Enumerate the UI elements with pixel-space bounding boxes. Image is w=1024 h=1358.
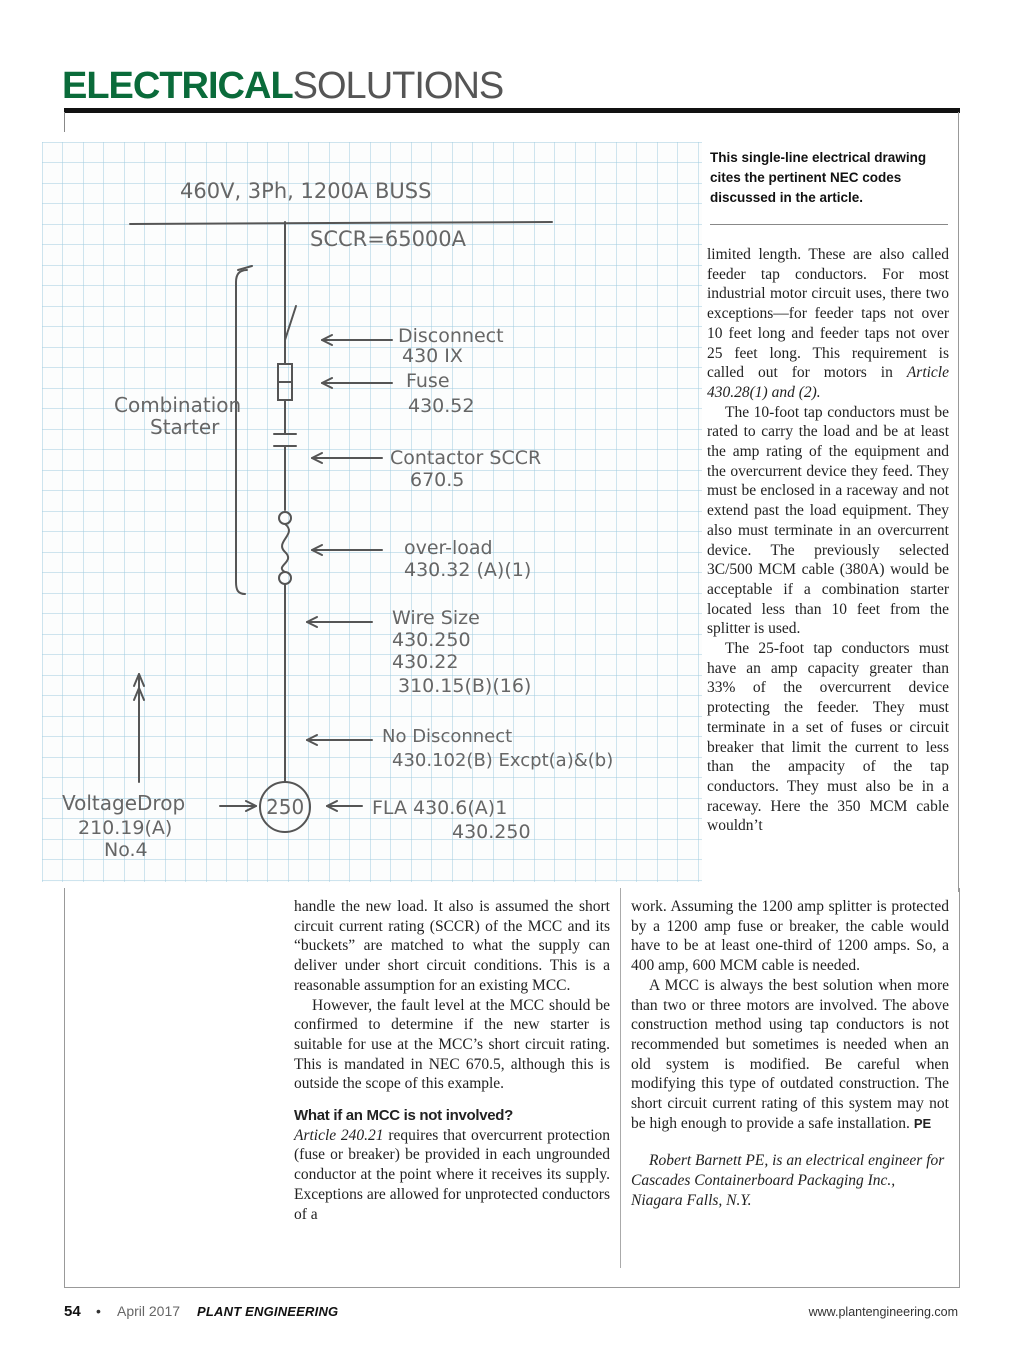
footer-separator: • [96,1303,101,1319]
paragraph: handle the new load. It also is assumed the short circuit current rating (SCCR) of the MCC and its “buckets” are matched to what the supply can deliver under short circuit conditions. This is a reasonable assumption for an existing MCC. [294,898,610,994]
article-column-right-top [707,245,949,836]
combination-label-1: Combination [114,393,242,417]
section-title [62,66,503,106]
paragraph: The 25-foot tap conductors must have an amp capacity greater than 33% of the overcurrent device protecting the feeder. They must terminate in a set of fuses or circuit breaker that limit the current to less than the ampacity of the tap conductors. They must also be in a raceway. Here the 350 MCM cable wouldn’t [707,640,949,835]
sccr-label: SCCR=65000A [310,227,467,251]
issue-date: April 2017 [117,1303,181,1319]
article-column-right-bottom [631,897,949,1211]
magazine-name: PLANT ENGINEERING [197,1304,339,1319]
paragraph [631,976,949,1134]
fuse-code: 430.52 [408,395,475,417]
article-column-left [294,897,610,1224]
voltage-drop-code: 210.19(A) [78,817,173,839]
article-reference: Article 240.21 [294,1126,384,1144]
bus-label: 460V, 3Ph, 1200A BUSS [180,179,432,203]
frame-right-line [958,112,959,892]
paragraph: However, the fault level at the MCC should be confirmed to determine if the new starter is suitable for use at the MCC’s short circuit rating. This is mandated in NEC 670.5, although this is outside the scope of this example. [294,996,610,1093]
paragraph: The 10-foot tap conductors must be rated to carry the load and be at least the amp rating of the equipment and the overcurrent device they feed. They must be enclosed in a raceway and not extend past the load equipment. They also must terminate in an overcurrent device. The previously selected 3C/500 MCM cable (380A) would be acceptable if a combination starter located less than 10 feet from the splitter is used. [707,403,949,638]
frame-left-stub [64,112,65,132]
wire-size-code-3: 310.15(B)(16) [398,675,532,697]
figure-caption: This single-line electrical drawing cites the pertinent NEC codes discussed in the article. [710,150,927,205]
column-divider [620,888,621,1268]
section-title-bold: ELECTRICAL [62,65,293,107]
fuse-label: Fuse [406,370,450,392]
fla-code: 430.250 [452,821,531,843]
paragraph [707,245,949,403]
graph-paper [42,142,702,882]
subheading: What if an MCC is not involved? [294,1107,514,1125]
voltage-drop-label: VoltageDrop [62,791,186,815]
header-rule [64,108,960,113]
combination-label-2: Starter [150,415,220,439]
motor-hp-label: 250 [266,795,305,819]
overload-label: over-load [404,537,493,559]
paragraph-text: requires that overcurrent protection (fuse or breaker) be provided in each ungrounded conductor at the point where it receives its supply. Exceptions are allowed for unprotected conductors of a [294,1126,610,1223]
contactor-label: Contactor SCCR [390,447,542,469]
wire-size-label: Wire Size [392,607,480,629]
contactor-code: 670.5 [410,469,465,491]
voltage-drop-no: No.4 [104,839,148,861]
website-url[interactable]: www.plantengineering.com [808,1305,958,1319]
section-title-thin: SOLUTIONS [292,65,504,107]
paragraph-text: A MCC is always the best solution when more than two or three motors are involved. The above construction method using tap conductors is not recommended but sometimes is needed when an old system is modified. Be careful when modifying this type of outdated construction. The short circuit current rating of this system may not be high enough to provide a safe installation. [631,976,949,1132]
author-byline: Robert Barnett PE, is an electrical engineer for Cascades Containerboard Packaging Inc., Niagara Falls, N.Y. [631,1152,945,1209]
disconnect-label: Disconnect [398,325,504,347]
no-disconnect-code: 430.102(B) Excpt(a)&(b) [392,750,614,771]
single-line-diagram [42,142,702,882]
overload-code: 430.32 (A)(1) [404,559,532,581]
caption-rule [710,224,948,225]
disconnect-code: 430 IX [402,345,463,367]
wire-size-code-1: 430.250 [392,629,471,651]
no-disconnect-label: No Disconnect [382,726,513,747]
wire-size-code-2: 430.22 [392,651,459,673]
paragraph: work. Assuming the 1200 amp splitter is protected by a 1200 amp fuse or breaker, the cable would have to be at least one-third of 1200 amps. So, a 400 amp, 600 MCM cable is needed. [631,898,949,975]
article-reference: Article 430.28(1) and (2). [707,364,949,401]
pe-end-mark: PE [913,1115,932,1131]
paragraph-text: limited length. These are also called feeder tap conductors. For most industrial motor circuit uses, there two exceptions—for feeder taps not over 10 feet long and feeder taps not over 25 feet long. This requirement is called out for motors in [707,246,949,382]
fla-label: FLA 430.6(A)1 [372,797,508,819]
page-number: 54 [64,1303,81,1320]
paragraph [294,1126,610,1225]
